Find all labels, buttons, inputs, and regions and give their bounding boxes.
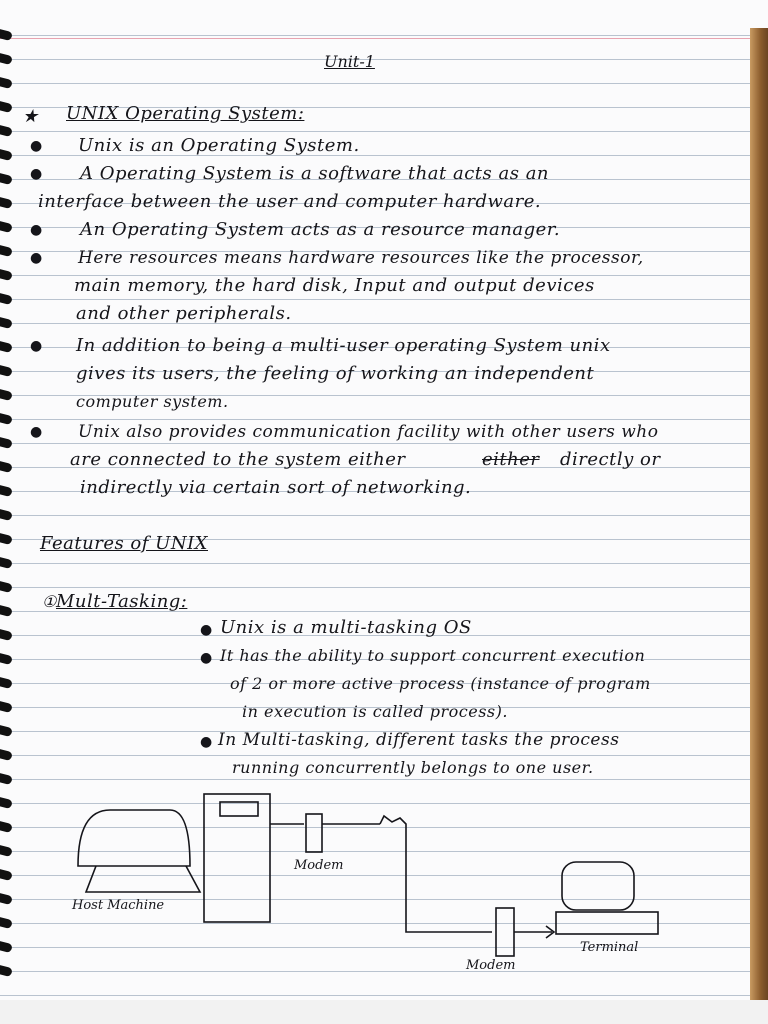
text-line: gives its users, the feeling of working an independent — [76, 363, 595, 384]
modem-label: Modem — [466, 958, 516, 973]
bullet-icon: ● — [30, 138, 43, 154]
binding-hole — [0, 292, 13, 305]
modem-label: Modem — [294, 858, 344, 873]
binding-hole — [0, 244, 13, 257]
terminal-monitor-shape — [562, 862, 634, 910]
text-line: indirectly via certain sort of networking. — [80, 477, 472, 498]
text-line: In addition to being a multi-user operating System unix — [76, 335, 611, 356]
binding-hole — [0, 628, 13, 641]
text-line: directly or — [560, 449, 661, 470]
top-margin-line — [0, 38, 768, 39]
host-base-shape — [86, 866, 200, 892]
text-line: of 2 or more active process (instance of program — [230, 674, 651, 693]
text-line: computer system. — [76, 392, 229, 411]
text-line: main memory, the hard disk, Input and output devices — [74, 275, 595, 296]
binding-hole — [0, 556, 13, 569]
bullet-icon: ● — [200, 650, 213, 666]
text-line: An Operating System acts as a resource manager. — [80, 219, 561, 240]
binding-hole — [0, 148, 13, 161]
struck-text: either — [482, 449, 540, 470]
modem-box-shape — [496, 908, 514, 956]
notebook-edge — [750, 28, 768, 1000]
bottom-margin — [0, 1000, 768, 1024]
binding-hole — [0, 268, 13, 281]
text-line: interface between the user and computer hardware. — [38, 191, 542, 212]
binding-hole — [0, 676, 13, 689]
binding-hole — [0, 28, 13, 41]
binding-hole — [0, 124, 13, 137]
bullet-icon: ● — [30, 166, 43, 182]
bullet-icon: ● — [30, 424, 43, 440]
section-heading-unix: UNIX Operating System: — [66, 103, 305, 124]
features-heading: Features of UNIX — [40, 533, 208, 554]
binding-hole — [0, 100, 13, 113]
binding-hole — [0, 172, 13, 185]
terminal-base-shape — [556, 912, 658, 934]
star-icon: ★ — [22, 106, 39, 127]
text-line: Unix also provides communication facility with other users who — [78, 422, 659, 442]
text-line: running concurrently belongs to one user. — [232, 758, 594, 777]
binding-hole — [0, 388, 13, 401]
binding-hole — [0, 364, 13, 377]
text-line: and other peripherals. — [76, 303, 292, 324]
text-line: A Operating System is a software that acts as an — [80, 163, 550, 184]
binding-hole — [0, 580, 13, 593]
list-number: ① — [42, 592, 57, 611]
binding-hole — [0, 52, 13, 65]
binding-hole — [0, 220, 13, 233]
binding-hole — [0, 340, 13, 353]
binding-hole — [0, 436, 13, 449]
bullet-icon: ● — [30, 338, 43, 354]
binding-hole — [0, 412, 13, 425]
binding-hole — [0, 724, 13, 737]
binding-hole — [0, 484, 13, 497]
text-line: in execution is called process). — [242, 702, 508, 721]
binding-hole — [0, 700, 13, 713]
binding-hole — [0, 460, 13, 473]
binding-hole — [0, 652, 13, 665]
text-line: Here resources means hardware resources like the processor, — [78, 248, 644, 268]
text-line: Unix is a multi-tasking OS — [220, 617, 472, 638]
text-line: are connected to the system either — [70, 449, 406, 470]
host-machine-label: Host Machine — [72, 898, 165, 913]
cable-line — [380, 816, 492, 932]
unit-title: Unit-1 — [324, 52, 375, 71]
text-line: It has the ability to support concurrent execution — [220, 646, 646, 665]
binding-hole — [0, 604, 13, 617]
bullet-icon: ● — [30, 222, 43, 238]
multitasking-heading: Mult-Tasking: — [56, 591, 188, 612]
binding-hole — [0, 508, 13, 521]
host-monitor-shape — [78, 810, 190, 866]
text-line: Unix is an Operating System. — [78, 135, 360, 156]
bullet-icon: ● — [200, 734, 213, 750]
binding-hole — [0, 196, 13, 209]
bullet-icon: ● — [30, 250, 43, 266]
binding-hole — [0, 316, 13, 329]
server-tower-shape — [204, 794, 270, 922]
text-line: In Multi-tasking, different tasks the process — [218, 730, 620, 750]
binding-hole — [0, 748, 13, 761]
server-slot-shape — [220, 802, 258, 816]
bullet-icon: ● — [200, 622, 213, 638]
binding-hole — [0, 532, 13, 545]
binding-hole — [0, 76, 13, 89]
terminal-label: Terminal — [580, 940, 639, 955]
modem-box-shape — [306, 814, 322, 852]
